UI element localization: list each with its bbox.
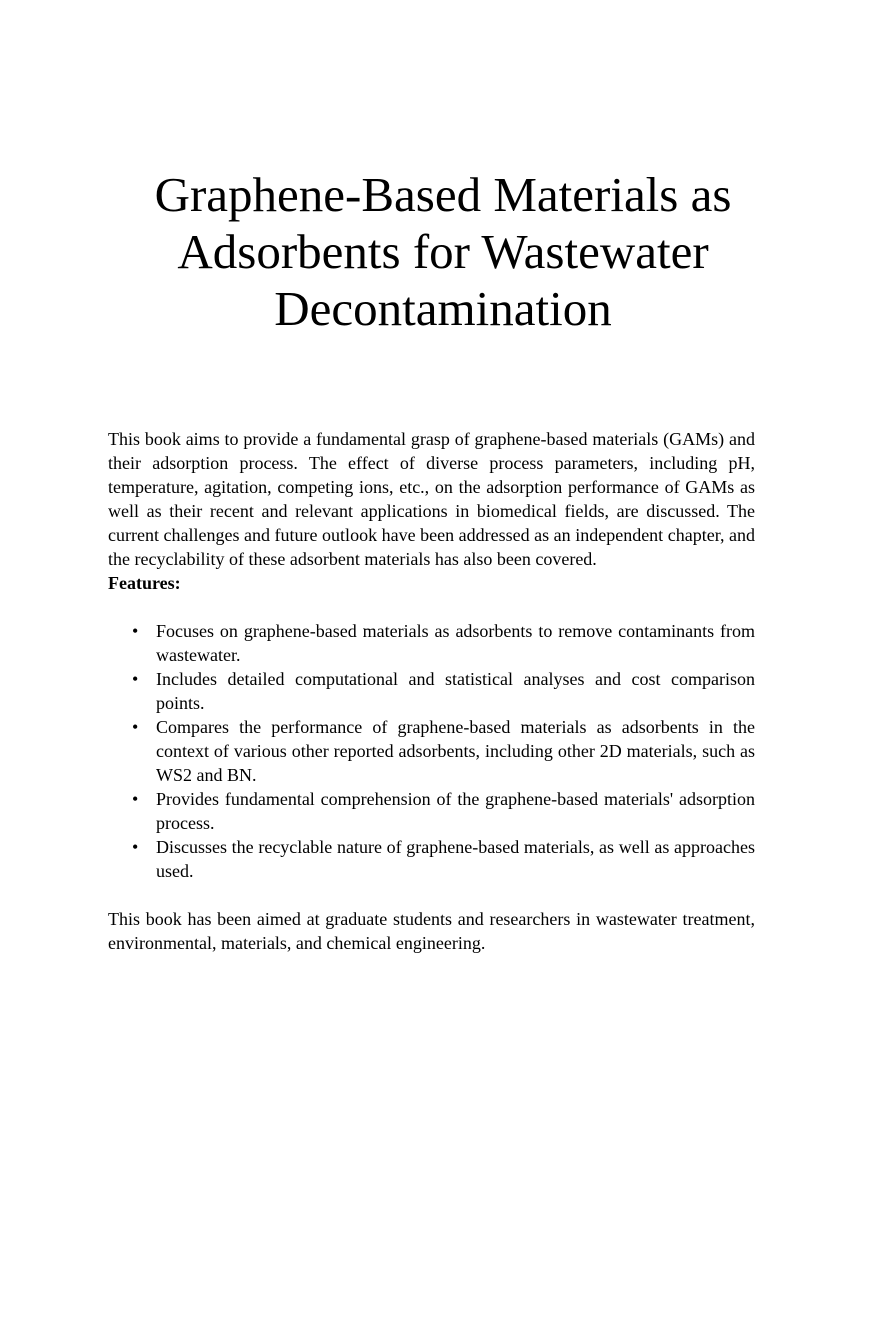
feature-text: Includes detailed computational and statistical analyses and cost comparison points. <box>156 669 755 713</box>
description-body <box>108 427 755 955</box>
book-title-line-2: Adsorbents for Wastewater <box>177 224 709 279</box>
bullet-icon: • <box>132 669 139 689</box>
bullet-icon: • <box>132 837 139 857</box>
feature-text: Discusses the recyclable nature of graphene-based materials, as well as approaches used. <box>156 837 755 881</box>
list-item <box>108 667 755 715</box>
list-item <box>108 715 755 787</box>
feature-text: Provides fundamental comprehension of the graphene-based materials' adsorption process. <box>156 789 755 833</box>
closing-paragraph: This book has been aimed at graduate students and researchers in wastewater treatment, environmental, materials, and chemical engineering. <box>108 909 755 953</box>
intro-paragraph: This book aims to provide a fundamental grasp of graphene-based materials (GAMs) and their adsorption process. The effect of diverse process parameters, including pH, temperature, agitation, competing ions, etc., on the adsorption performance of GAMs as well as their recent and relevant applications in biomedical fields, are discussed. The current challenges and future outlook have been addressed as an independent chapter, and the recyclability of these adsorbent materials has also been covered. <box>108 429 755 569</box>
book-title <box>108 166 778 337</box>
book-title-line-1: Graphene-Based Materials as <box>154 167 732 222</box>
bullet-icon: • <box>132 717 139 737</box>
list-item <box>108 619 755 667</box>
feature-text: Focuses on graphene-based materials as adsorbents to remove contaminants from wastewater. <box>156 621 755 665</box>
list-item <box>108 787 755 835</box>
book-title-line-3: Decontamination <box>274 281 612 336</box>
feature-text: Compares the performance of graphene-based materials as adsorbents in the context of various other reported adsorbents, including other 2D materials, such as WS2 and BN. <box>156 717 755 785</box>
bullet-icon: • <box>132 621 139 641</box>
features-list <box>108 619 755 883</box>
list-item <box>108 835 755 883</box>
bullet-icon: • <box>132 789 139 809</box>
features-heading: Features: <box>108 573 181 593</box>
